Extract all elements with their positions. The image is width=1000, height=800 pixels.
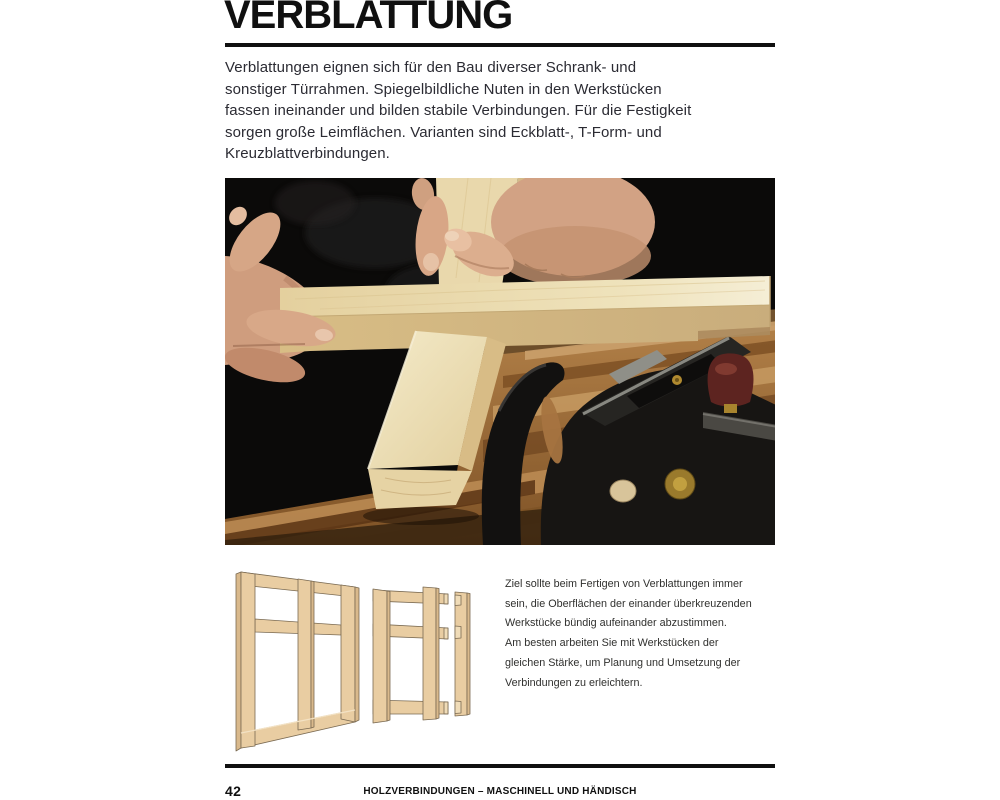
intro-line: sonstiger Türrahmen. Spiegelbildliche Nuten in den Werkstücken xyxy=(225,80,662,98)
note-line: Am besten arbeiten Sie mit Werkstücken der xyxy=(505,637,719,650)
note-line: Werkstücke bündig aufeinander abzustimmen. xyxy=(505,617,727,630)
footer-rule xyxy=(225,764,775,768)
photo-cross-lap-joint xyxy=(225,178,775,545)
page-title: VERBLATTUNG xyxy=(224,0,513,37)
chapter-title: HOLZVERBINDUNGEN – MASCHINELL UND HÄNDISCH xyxy=(363,786,637,797)
note-line: sein, die Oberflächen der einander überkreuzenden xyxy=(505,597,752,610)
intro-line: sorgen große Leimflächen. Varianten sind Eckblatt-, T-Form- und xyxy=(225,123,662,141)
frame-stile-detached xyxy=(455,592,470,716)
title-rule xyxy=(225,43,775,47)
diagram-frame-joints xyxy=(228,562,493,757)
note-line: Ziel sollte beim Fertigen von Verblattungen immer xyxy=(505,578,743,590)
note-text xyxy=(505,575,752,693)
end-grain xyxy=(368,469,472,509)
adjuster-knob xyxy=(610,480,636,502)
page-number: 42 xyxy=(225,783,242,799)
plane-knob xyxy=(708,353,754,406)
intro-line: fassen ineinander und bilden stabile Verbindungen. Für die Festigkeit xyxy=(225,102,692,119)
note-line: gleichen Stärke, um Planung und Umsetzung der xyxy=(505,656,741,669)
frame-assembled xyxy=(236,572,359,751)
intro-line: Kreuzblattverbindungen. xyxy=(225,145,390,162)
frame-exploded xyxy=(373,587,470,723)
intro-paragraph xyxy=(225,57,691,165)
intro-line: Verblattungen eignen sich für den Bau diverser Schrank- und xyxy=(225,59,637,76)
note-line: Verbindungen zu erleichtern. xyxy=(505,676,643,689)
